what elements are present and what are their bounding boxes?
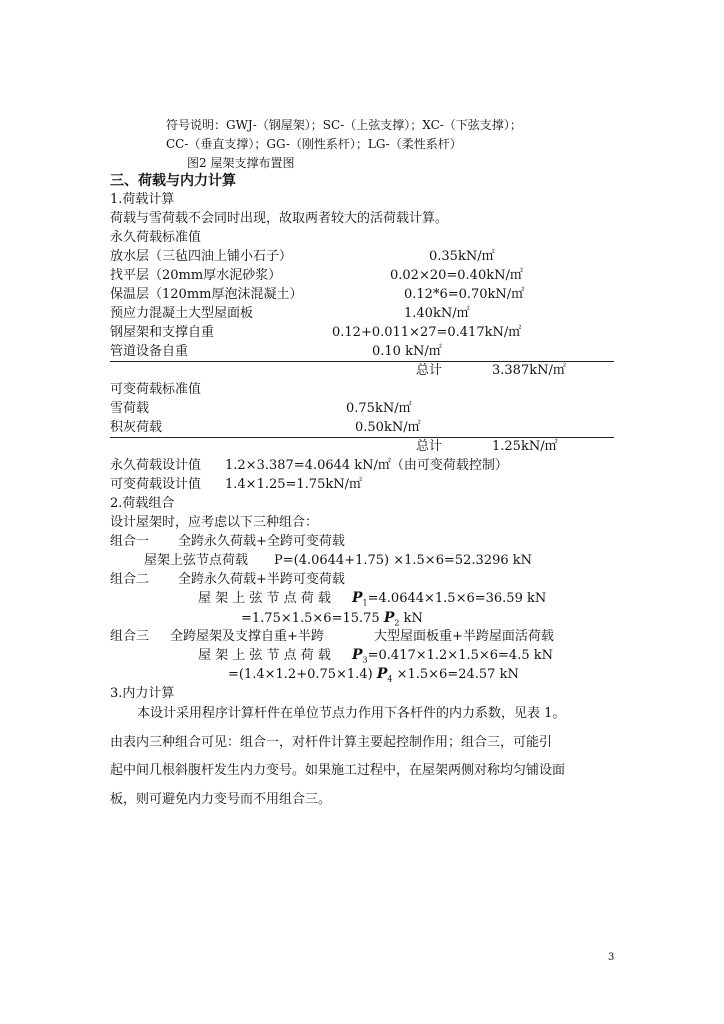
var-design-value: 1.4×1.25=1.75kN/㎡ <box>225 477 362 492</box>
perm-title: 永久荷载标准值 <box>110 230 202 245</box>
combo1-desc: 全跨永久荷载+全跨可变荷载 <box>178 534 345 549</box>
p4-value: ×1.5×6=24.57 kN <box>396 667 519 682</box>
p4-symbol: P <box>376 666 388 682</box>
perm-item-value: 0.12*6=0.70kN/㎡ <box>404 287 525 302</box>
legend-line-2: CC-（垂直支撑）；GG-（刚性系杆）；LG-（柔性系杆） <box>166 137 462 151</box>
perm-design-value: 1.2×3.387=4.0644 kN/㎡（由可变荷载控制） <box>225 458 508 473</box>
p2-unit: kN <box>403 611 423 626</box>
perm-item-value: 0.10 kN/㎡ <box>372 344 442 359</box>
total-divider <box>110 361 614 362</box>
p3-subscript: 3 <box>362 655 368 665</box>
p3-symbol: P <box>352 647 363 663</box>
s3-paragraph-line: 由表内三种组合可见：组合一，对杆件计算主要起控制作用；组合三，可能引 <box>110 735 553 750</box>
var-total-label: 总计 <box>416 439 443 454</box>
s3-title: 3.内力计算 <box>110 686 175 701</box>
combo3-label: 组合三 <box>110 629 150 644</box>
p1-symbol: P <box>352 590 363 606</box>
s1-intro: 荷载与雪荷载不会同时出现，故取两者较大的活荷载计算。 <box>110 211 449 226</box>
s2-title: 2.荷载组合 <box>110 496 175 511</box>
p1-subscript: 1 <box>362 598 368 608</box>
combo1-node-value: P=(4.0644+1.75) ×1.5×6=52.3296 kN <box>274 553 533 568</box>
combo2-label: 组合二 <box>110 572 150 587</box>
var-item-value: 0.50kN/㎡ <box>355 420 421 435</box>
perm-total-value: 3.387kN/㎡ <box>492 363 566 378</box>
combo3-desc-2: 大型屋面板重+半跨屋面活荷载 <box>374 629 554 644</box>
p2-expression: =1.75×1.5×6=15.75 <box>241 611 380 626</box>
p2-symbol: P <box>383 610 395 626</box>
perm-item-value: 0.35kN/㎡ <box>429 249 495 264</box>
combo1-node-label: 屋架上弦节点荷载 <box>144 553 249 568</box>
perm-item-name: 放水层（三毡四油上铺小石子） <box>110 249 293 264</box>
perm-total-label: 总计 <box>416 363 443 378</box>
section-title: 三、荷载与内力计算 <box>110 173 236 189</box>
p1-value: =4.0644×1.5×6=36.59 kN <box>367 591 547 606</box>
combo1-label: 组合一 <box>110 534 150 549</box>
combo3-node-label: 屋 架 上 弦 节 点 荷 载 <box>198 648 331 663</box>
combo2-node-label: 屋 架 上 弦 节 点 荷 载 <box>198 591 331 606</box>
perm-item-name: 管道设备自重 <box>110 344 189 359</box>
perm-item-name: 钢屋架和支撑自重 <box>110 325 215 340</box>
p3-value: =0.417×1.2×1.5×6=4.5 kN <box>367 648 553 663</box>
perm-item-name: 保温层（120mm厚泡沫混凝土） <box>110 287 303 302</box>
perm-item-value: 0.12+0.011×27=0.417kN/㎡ <box>332 325 522 340</box>
figure-caption: 图2 屋架支撑布置图 <box>187 156 295 170</box>
perm-design-label: 永久荷载设计值 <box>110 458 202 473</box>
page-number: 3 <box>608 952 615 963</box>
perm-item-name: 找平层（20mm厚水泥砂浆） <box>110 268 282 283</box>
legend-line-1: 符号说明：GWJ-（钢屋架）；SC-（上弦支撑）；XC-（下弦支撑）； <box>166 118 522 132</box>
var-design-label: 可变荷载设计值 <box>110 477 202 492</box>
s3-paragraph-line: 本设计采用程序计算杆件在单位节点力作用下各杆件的内力系数，见表 1。 <box>137 706 566 721</box>
var-title: 可变荷载标准值 <box>110 382 202 397</box>
var-total-value: 1.25kN/㎡ <box>492 439 558 454</box>
perm-item-value: 1.40kN/㎡ <box>404 306 470 321</box>
s2-intro: 设计屋架时，应考虑以下三种组合： <box>110 515 319 530</box>
combo3-desc: 全跨屋架及支撑自重+半跨 <box>170 629 324 644</box>
s3-paragraph-line: 起中间几根斜腹杆发生内力变号。如果施工过程中，在屋架两侧对称均匀铺设面 <box>110 763 566 778</box>
s1-title: 1.荷载计算 <box>110 192 175 207</box>
combo2-desc: 全跨永久荷载+半跨可变荷载 <box>178 572 345 587</box>
var-item-name: 积灰荷载 <box>110 420 163 435</box>
perm-item-value: 0.02×20=0.40kN/㎡ <box>390 268 523 283</box>
s3-paragraph-line: 板，则可避免内力变号而不用组合三。 <box>110 792 332 807</box>
combo2-p1 <box>352 590 546 612</box>
var-item-value: 0.75kN/㎡ <box>346 401 412 416</box>
p4-subscript: 4 <box>387 674 393 684</box>
p2-subscript: 2 <box>394 618 400 628</box>
var-item-name: 雪荷载 <box>110 401 150 416</box>
p4-expression: =(1.4×1.2+0.75×1.4) <box>228 667 373 682</box>
combo3-p4 <box>228 666 519 688</box>
total-divider <box>110 437 614 438</box>
perm-item-name: 预应力混凝土大型屋面板 <box>110 306 254 321</box>
